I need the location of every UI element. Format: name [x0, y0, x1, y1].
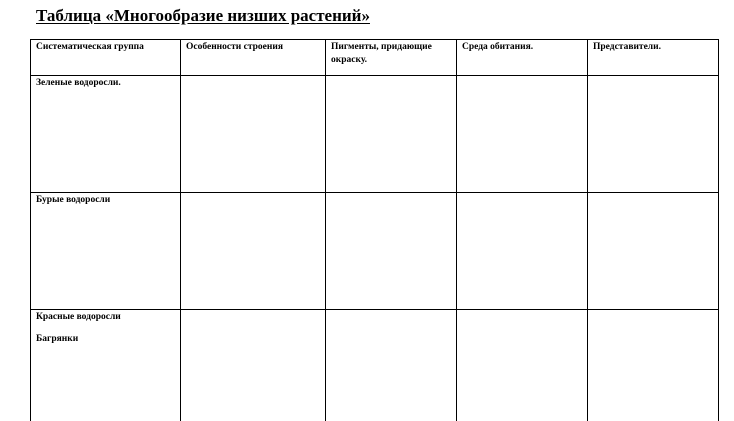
- structure-cell[interactable]: [181, 310, 326, 421]
- header-representatives: Представители.: [588, 40, 719, 76]
- table-row: [31, 310, 719, 421]
- header-habitat: Среда обитания.: [457, 40, 588, 76]
- table-row: [31, 76, 719, 193]
- group-label: Зеленые водоросли.: [36, 78, 121, 88]
- table-row: [31, 193, 719, 310]
- group-cell[interactable]: [31, 310, 181, 421]
- representatives-cell[interactable]: [588, 76, 719, 193]
- header-structure-features: Особенности строения: [181, 40, 326, 76]
- pigments-cell[interactable]: [326, 76, 457, 193]
- habitat-cell[interactable]: [457, 76, 588, 193]
- header-pigments: Пигменты, придающие окраску.: [326, 40, 457, 76]
- table-header-row: [31, 40, 719, 76]
- group-cell[interactable]: [31, 76, 181, 193]
- habitat-cell[interactable]: [457, 193, 588, 310]
- algae-table: [30, 39, 719, 421]
- structure-cell[interactable]: [181, 193, 326, 310]
- structure-cell[interactable]: [181, 76, 326, 193]
- habitat-cell[interactable]: [457, 310, 588, 421]
- representatives-cell[interactable]: [588, 193, 719, 310]
- document-title: Таблица «Многообразие низших растений»: [36, 6, 370, 26]
- group-cell[interactable]: [31, 193, 181, 310]
- group-sublabel: Багрянки: [36, 333, 175, 346]
- pigments-cell[interactable]: [326, 193, 457, 310]
- group-label: Красные водоросли: [36, 312, 121, 322]
- group-label: Бурые водоросли: [36, 195, 110, 205]
- representatives-cell[interactable]: [588, 310, 719, 421]
- header-systematic-group: Систематическая группа: [31, 40, 181, 76]
- pigments-cell[interactable]: [326, 310, 457, 421]
